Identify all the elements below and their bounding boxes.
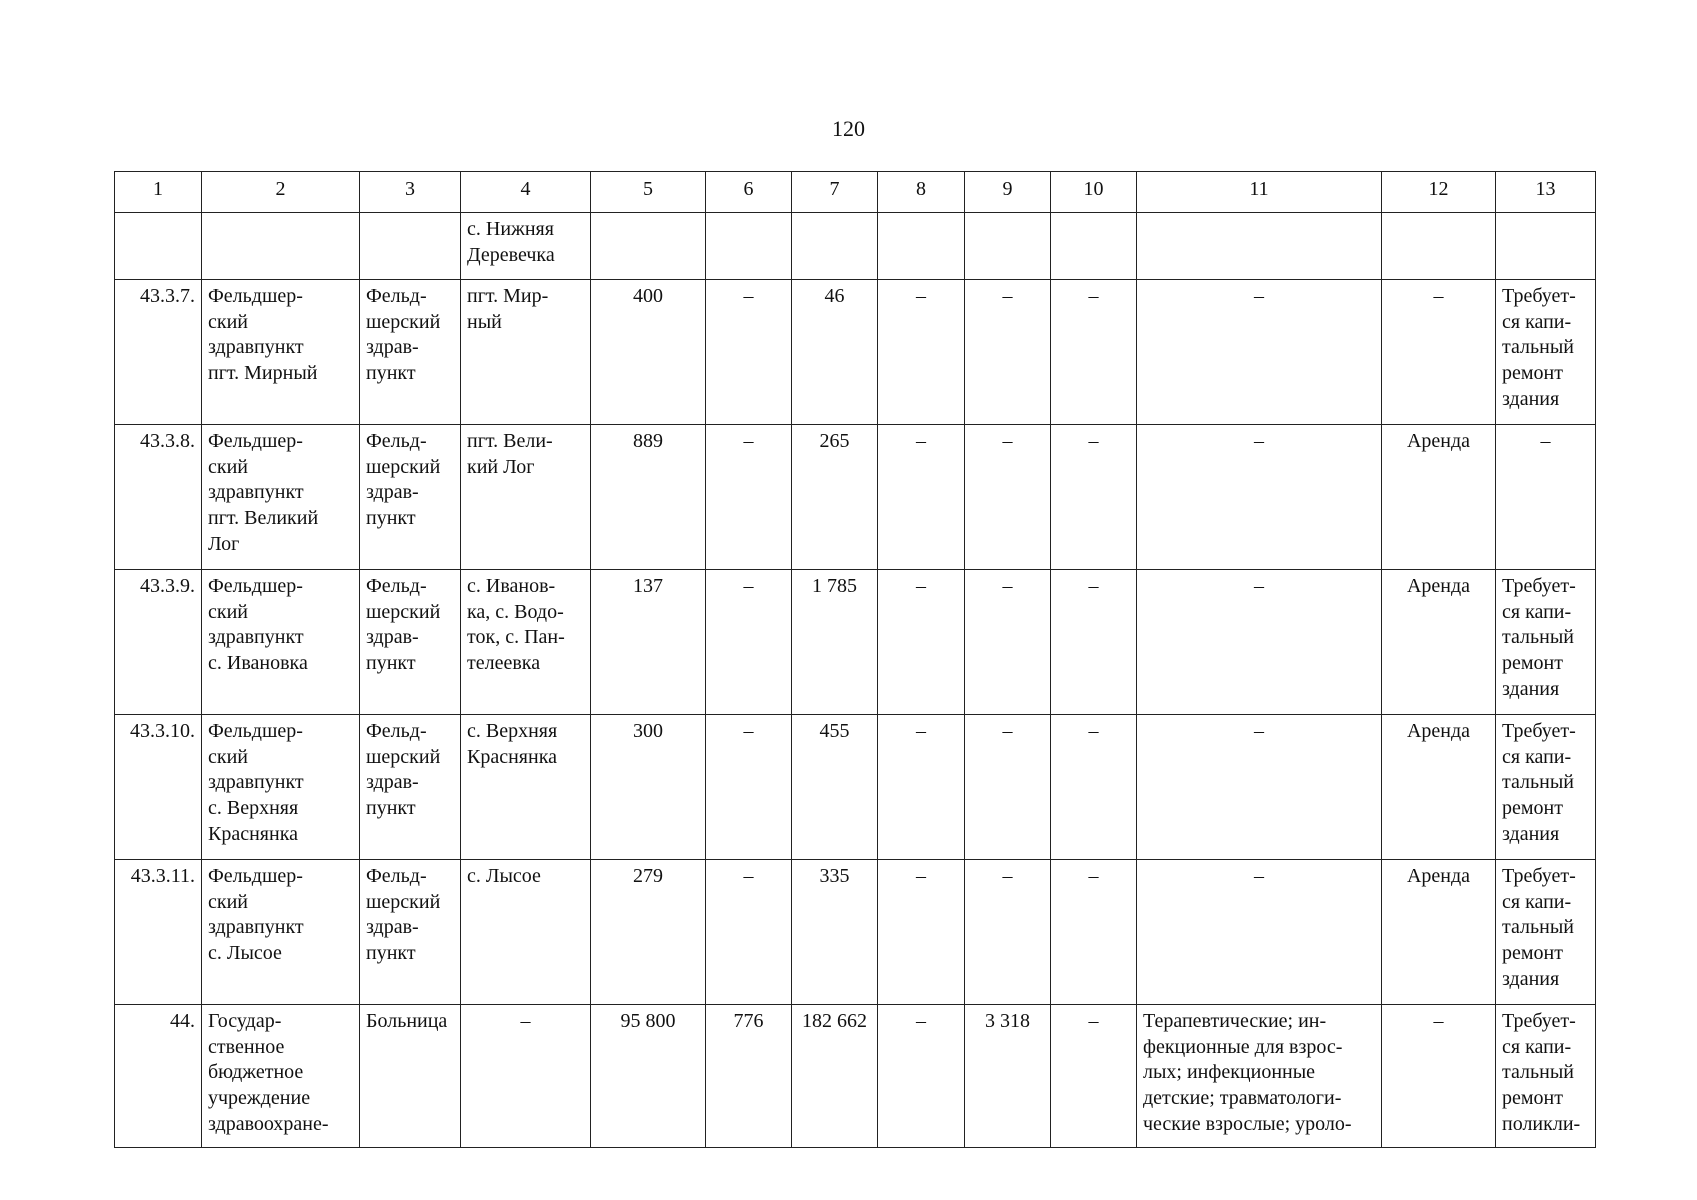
cell-col5: 95 800: [591, 1005, 706, 1148]
cell-col13: Требует- ся капи- тальный ремонт здания: [1496, 280, 1596, 425]
cell-col10: –: [1051, 715, 1137, 860]
facilities-table: [114, 171, 1596, 1148]
cell-col10: –: [1051, 570, 1137, 715]
cell-col10: –: [1051, 860, 1137, 1005]
cell-col8: [878, 213, 965, 280]
cell-col11: –: [1137, 715, 1382, 860]
cell-name: Фельдшер- ский здравпункт с. Ивановка: [202, 570, 360, 715]
cell-col11: –: [1137, 860, 1382, 1005]
cell-col9: –: [965, 425, 1051, 570]
column-number: 5: [591, 172, 706, 213]
cell-col10: –: [1051, 280, 1137, 425]
table-row: [115, 213, 1596, 280]
cell-name: Фельдшер- ский здравпункт с. Верхняя Краснянка: [202, 715, 360, 860]
cell-type: Фельд- шерский здрав- пункт: [360, 715, 461, 860]
cell-location: с. Лысое: [461, 860, 591, 1005]
cell-col13: Требует- ся капи- тальный ремонт здания: [1496, 570, 1596, 715]
cell-col13: Требует- ся капи- тальный ремонт здания: [1496, 715, 1596, 860]
cell-col12: Аренда: [1382, 715, 1496, 860]
cell-col5: 300: [591, 715, 706, 860]
table-header-row: [115, 172, 1596, 213]
table-row: [115, 1005, 1596, 1148]
cell-type: [360, 213, 461, 280]
cell-col13: Требует- ся капи- тальный ремонт поликли-: [1496, 1005, 1596, 1148]
column-number: 9: [965, 172, 1051, 213]
cell-col12: Аренда: [1382, 860, 1496, 1005]
cell-col11: –: [1137, 280, 1382, 425]
cell-location: пгт. Мир- ный: [461, 280, 591, 425]
table-row: [115, 425, 1596, 570]
cell-index: [115, 213, 202, 280]
cell-col12: –: [1382, 280, 1496, 425]
column-number: 3: [360, 172, 461, 213]
cell-col11: [1137, 213, 1382, 280]
column-number: 7: [792, 172, 878, 213]
cell-col6: –: [706, 280, 792, 425]
cell-col6: –: [706, 715, 792, 860]
cell-col7: 182 662: [792, 1005, 878, 1148]
cell-col5: 400: [591, 280, 706, 425]
cell-col10: –: [1051, 1005, 1137, 1148]
cell-index: 43.3.7.: [115, 280, 202, 425]
page-number: 120: [832, 116, 865, 141]
cell-location: с. Верхняя Краснянка: [461, 715, 591, 860]
cell-col7: [792, 213, 878, 280]
cell-col11: Терапевтические; ин- фекционные для взрос- лых; инфекционные детские; травматологи- ческие взрослые; уроло-: [1137, 1005, 1382, 1148]
cell-index: 43.3.10.: [115, 715, 202, 860]
cell-name: Фельдшер- ский здравпункт пгт. Мирный: [202, 280, 360, 425]
cell-col6: –: [706, 570, 792, 715]
cell-index: 43.3.9.: [115, 570, 202, 715]
column-number: 1: [115, 172, 202, 213]
cell-type: Фельд- шерский здрав- пункт: [360, 860, 461, 1005]
cell-col6: [706, 213, 792, 280]
cell-col5: [591, 213, 706, 280]
cell-col7: 1 785: [792, 570, 878, 715]
cell-index: 44.: [115, 1005, 202, 1148]
cell-col7: 46: [792, 280, 878, 425]
cell-col5: 137: [591, 570, 706, 715]
cell-col12: [1382, 213, 1496, 280]
column-number: 10: [1051, 172, 1137, 213]
column-number: 6: [706, 172, 792, 213]
cell-col11: –: [1137, 425, 1382, 570]
cell-col9: 3 318: [965, 1005, 1051, 1148]
cell-location: с. Иванов- ка, с. Водо- ток, с. Пан- телеевка: [461, 570, 591, 715]
cell-col5: 279: [591, 860, 706, 1005]
cell-col10: –: [1051, 425, 1137, 570]
table-row: [115, 860, 1596, 1005]
cell-col12: Аренда: [1382, 570, 1496, 715]
cell-col5: 889: [591, 425, 706, 570]
cell-col6: 776: [706, 1005, 792, 1148]
column-number: 12: [1382, 172, 1496, 213]
table-row: [115, 715, 1596, 860]
column-number: 2: [202, 172, 360, 213]
cell-type: Фельд- шерский здрав- пункт: [360, 570, 461, 715]
cell-name: Государ- ственное бюджетное учреждение здравоохране-: [202, 1005, 360, 1148]
cell-col12: Аренда: [1382, 425, 1496, 570]
cell-name: [202, 213, 360, 280]
table-row: [115, 570, 1596, 715]
cell-col9: –: [965, 860, 1051, 1005]
cell-col13: [1496, 213, 1596, 280]
cell-col12: –: [1382, 1005, 1496, 1148]
cell-name: Фельдшер- ский здравпункт пгт. Великий Лог: [202, 425, 360, 570]
cell-col7: 455: [792, 715, 878, 860]
column-number: 8: [878, 172, 965, 213]
cell-location: с. Нижняя Деревечка: [461, 213, 591, 280]
cell-col9: –: [965, 280, 1051, 425]
cell-col9: –: [965, 570, 1051, 715]
column-number: 11: [1137, 172, 1382, 213]
cell-col8: –: [878, 715, 965, 860]
cell-index: 43.3.8.: [115, 425, 202, 570]
cell-location: –: [461, 1005, 591, 1148]
cell-col8: –: [878, 425, 965, 570]
cell-type: Фельд- шерский здрав- пункт: [360, 280, 461, 425]
cell-col11: –: [1137, 570, 1382, 715]
table-row: [115, 280, 1596, 425]
cell-col6: –: [706, 425, 792, 570]
cell-location: пгт. Вели- кий Лог: [461, 425, 591, 570]
cell-col7: 265: [792, 425, 878, 570]
cell-col10: [1051, 213, 1137, 280]
column-number: 4: [461, 172, 591, 213]
cell-col7: 335: [792, 860, 878, 1005]
cell-type: Фельд- шерский здрав- пункт: [360, 425, 461, 570]
cell-col8: –: [878, 570, 965, 715]
cell-col13: Требует- ся капи- тальный ремонт здания: [1496, 860, 1596, 1005]
cell-type: Больница: [360, 1005, 461, 1148]
cell-col13: –: [1496, 425, 1596, 570]
cell-col9: –: [965, 715, 1051, 860]
cell-col8: –: [878, 280, 965, 425]
column-number: 13: [1496, 172, 1596, 213]
cell-col8: –: [878, 1005, 965, 1148]
cell-name: Фельдшер- ский здравпункт с. Лысое: [202, 860, 360, 1005]
cell-col8: –: [878, 860, 965, 1005]
cell-index: 43.3.11.: [115, 860, 202, 1005]
cell-col9: [965, 213, 1051, 280]
cell-col6: –: [706, 860, 792, 1005]
